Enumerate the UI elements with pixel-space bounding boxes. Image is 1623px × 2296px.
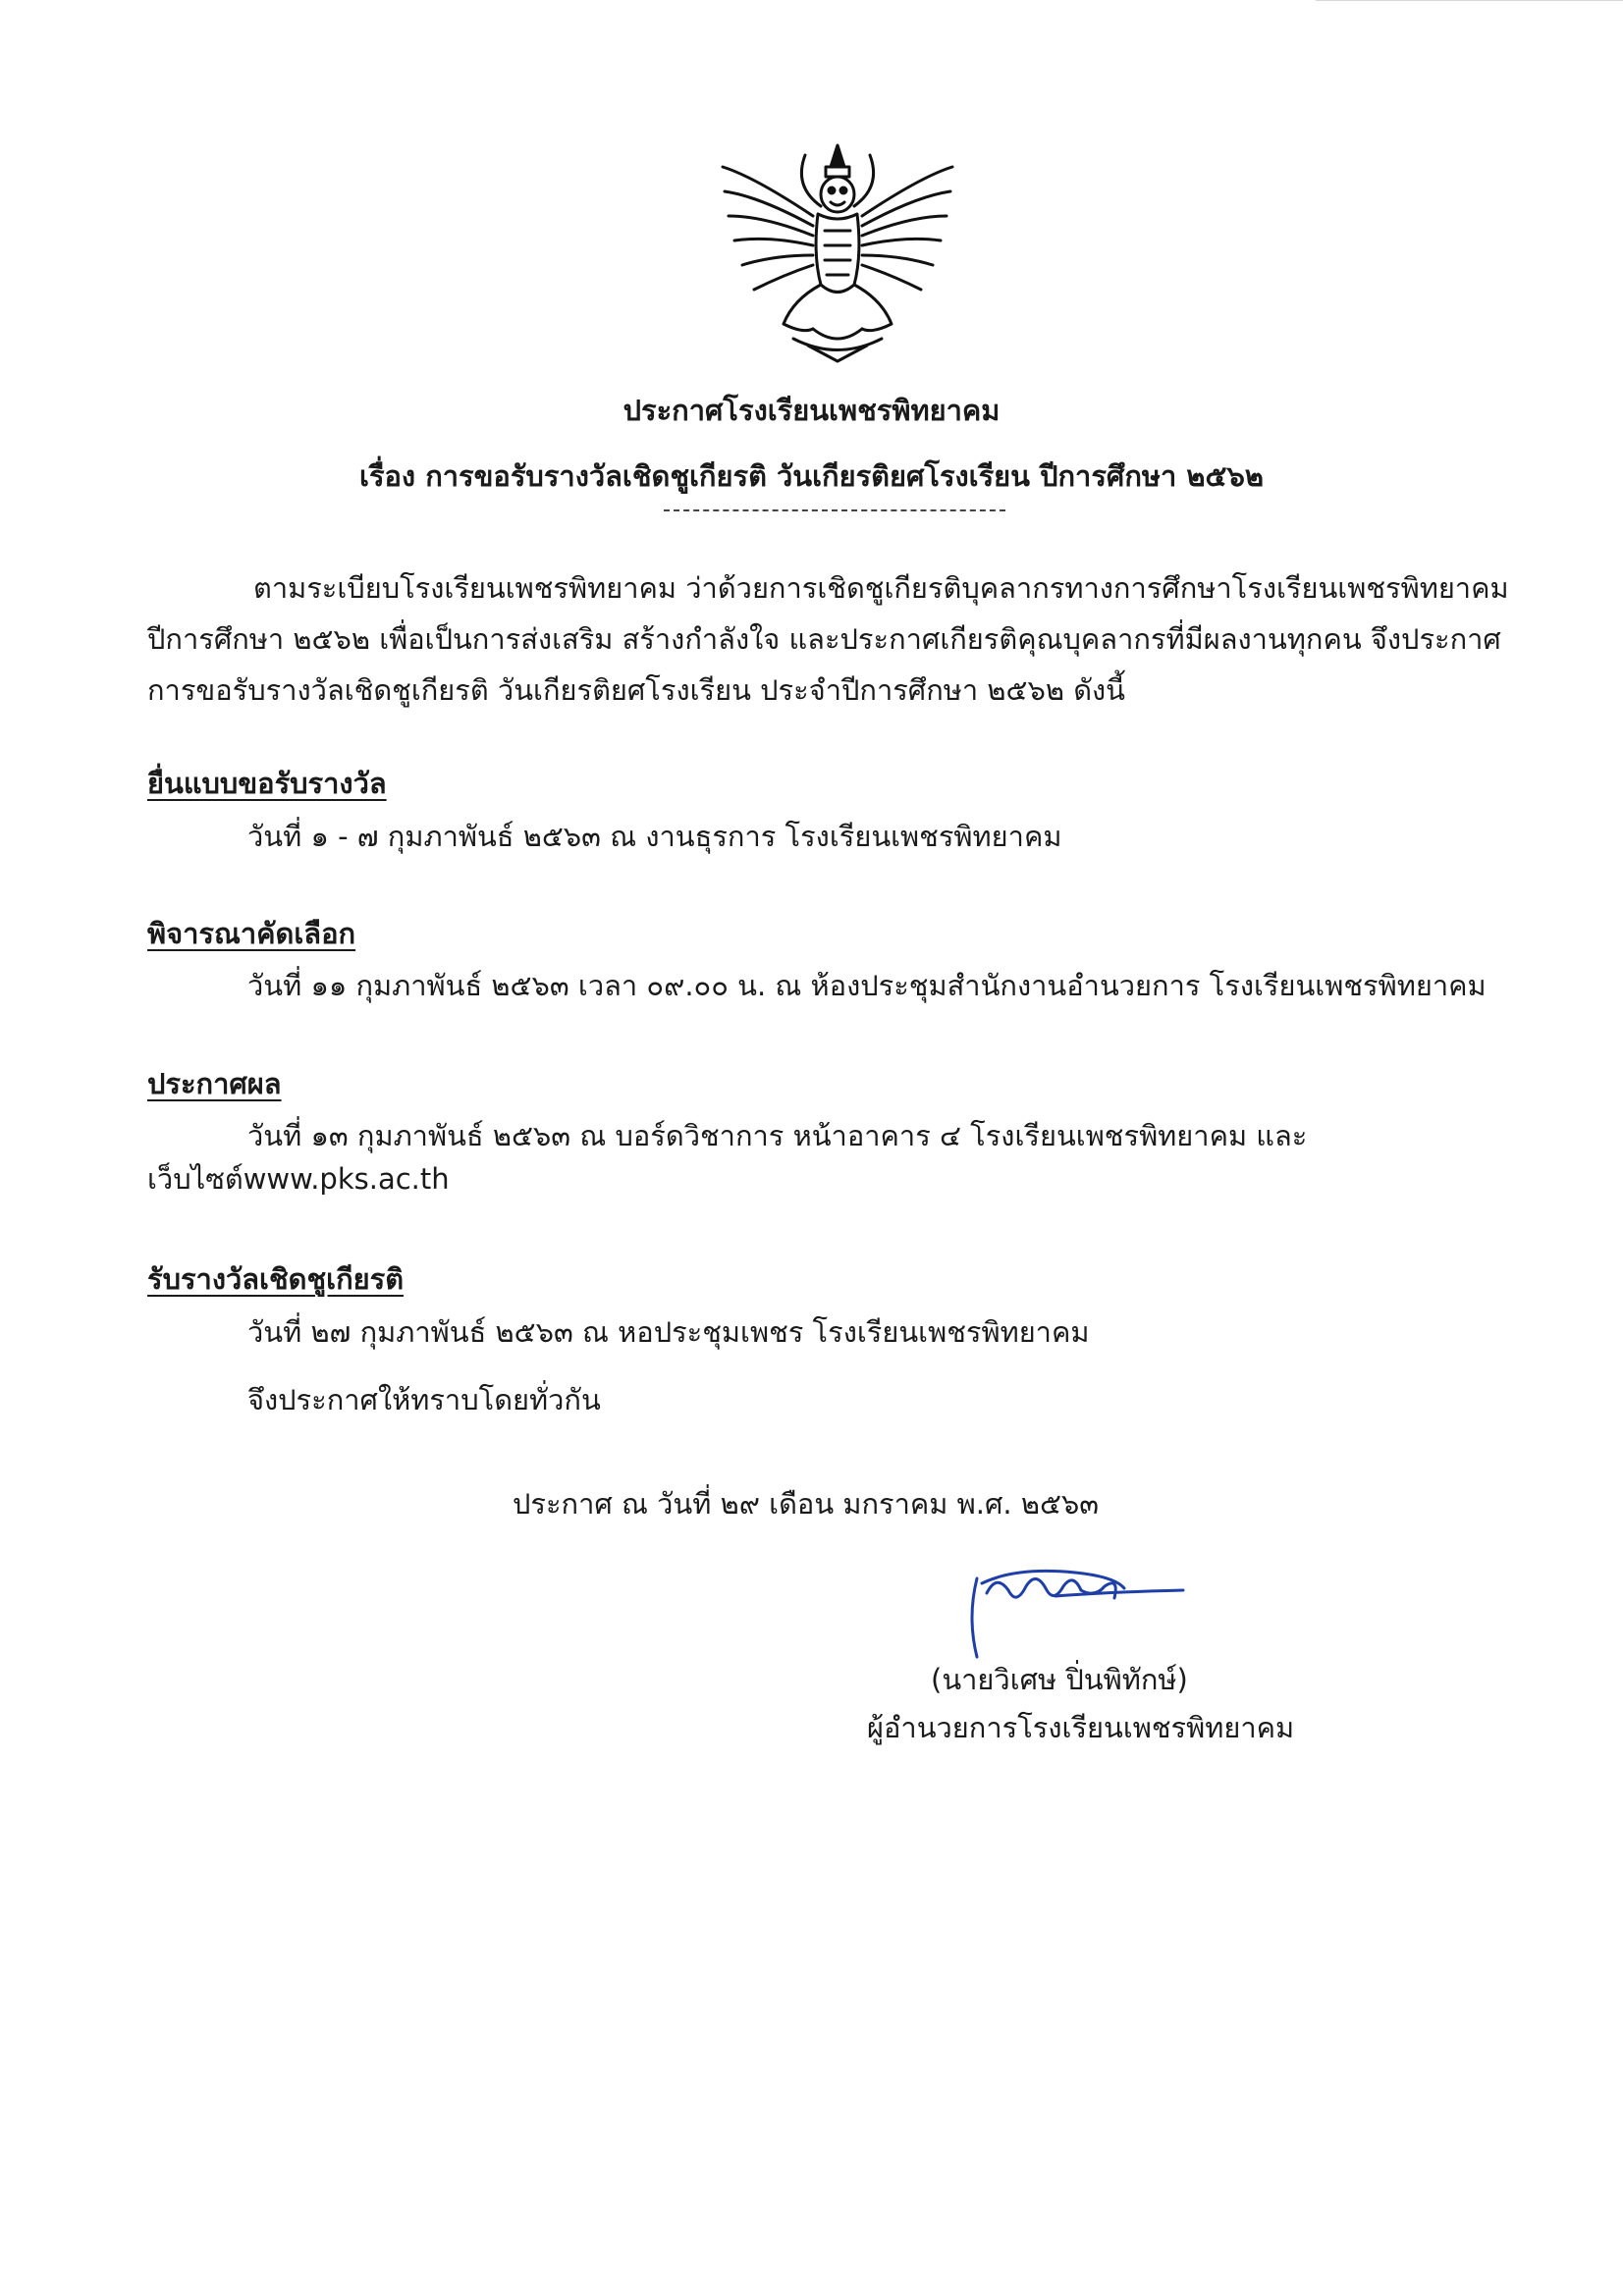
announcement-date: ประกาศ ณ วันที่ ๒๙ เดือน มกราคม พ.ศ. ๒๕๖๓ [513, 1487, 1100, 1521]
section-heading-submit: ยื่นแบบขอรับรางวัล [147, 767, 387, 800]
section-submit-line: วันที่ ๑ - ๗ กุมภาพันธ์ ๒๕๖๓ ณ งานธุรการ โรงเรียนเพชรพิทยาคม [247, 820, 1062, 853]
section-heading-award: รับรางวัลเชิดชูเกียรติ [147, 1262, 405, 1296]
signature-icon [957, 1559, 1203, 1667]
section-heading-results: ประกาศผล [147, 1067, 282, 1100]
section-heading-selection: พิจารณาคัดเลือก [147, 917, 356, 950]
announcement-subject: เรื่อง การขอรับรางวัลเชิดชูเกียรติ วันเกียรติยศโรงเรียน ปีการศึกษา ๒๕๖๒ [359, 459, 1264, 493]
section-results-line-2: เว็บไซต์www.pks.ac.th [147, 1162, 450, 1196]
announcement-title: ประกาศโรงเรียนเพชรพิทยาคม [622, 394, 1001, 427]
scan-edge-line [1316, 0, 1623, 1]
signer-name: (นายวิเศษ ปิ่นพิทักษ์) [931, 1663, 1188, 1696]
intro-line-3: การขอรับรางวัลเชิดชูเกียรติ วันเกียรติยศโรงเรียน ประจำปีการศึกษา ๒๕๖๒ ดังนี้ [147, 673, 1126, 707]
section-selection-line: วันที่ ๑๑ กุมภาพันธ์ ๒๕๖๓ เวลา ๐๙.๐๐ น. ณ ห้องประชุมสำนักงานอำนวยการ โรงเรียนเพชรพิทยาคม [247, 969, 1487, 1002]
signer-title: ผู้อำนวยการโรงเรียนเพชรพิทยาคม [867, 1711, 1295, 1744]
title-divider [664, 509, 1005, 511]
section-results-line-1: วันที่ ๑๓ กุมภาพันธ์ ๒๕๖๓ ณ บอร์ดวิชาการ หน้าอาคาร ๔ โรงเรียนเพชรพิทยาคม และ [247, 1119, 1308, 1152]
intro-line-1: ตามระเบียบโรงเรียนเพชรพิทยาคม ว่าด้วยการเชิดชูเกียรติบุคลากรทางการศึกษาโรงเรียนเพชรพิทยาคม [253, 571, 1509, 605]
closing-text: จึงประกาศให้ทราบโดยทั่วกัน [247, 1383, 601, 1416]
garuda-emblem-icon [715, 137, 960, 363]
section-award-line: วันที่ ๒๗ กุมภาพันธ์ ๒๕๖๓ ณ หอประชุมเพชร โรงเรียนเพชรพิทยาคม [247, 1315, 1090, 1349]
intro-line-2: ปีการศึกษา ๒๕๖๒ เพื่อเป็นการส่งเสริม สร้างกำลังใจ และประกาศเกียรติคุณบุคลากรที่มีผลงานทุกคน จึงประกาศ [147, 622, 1501, 656]
